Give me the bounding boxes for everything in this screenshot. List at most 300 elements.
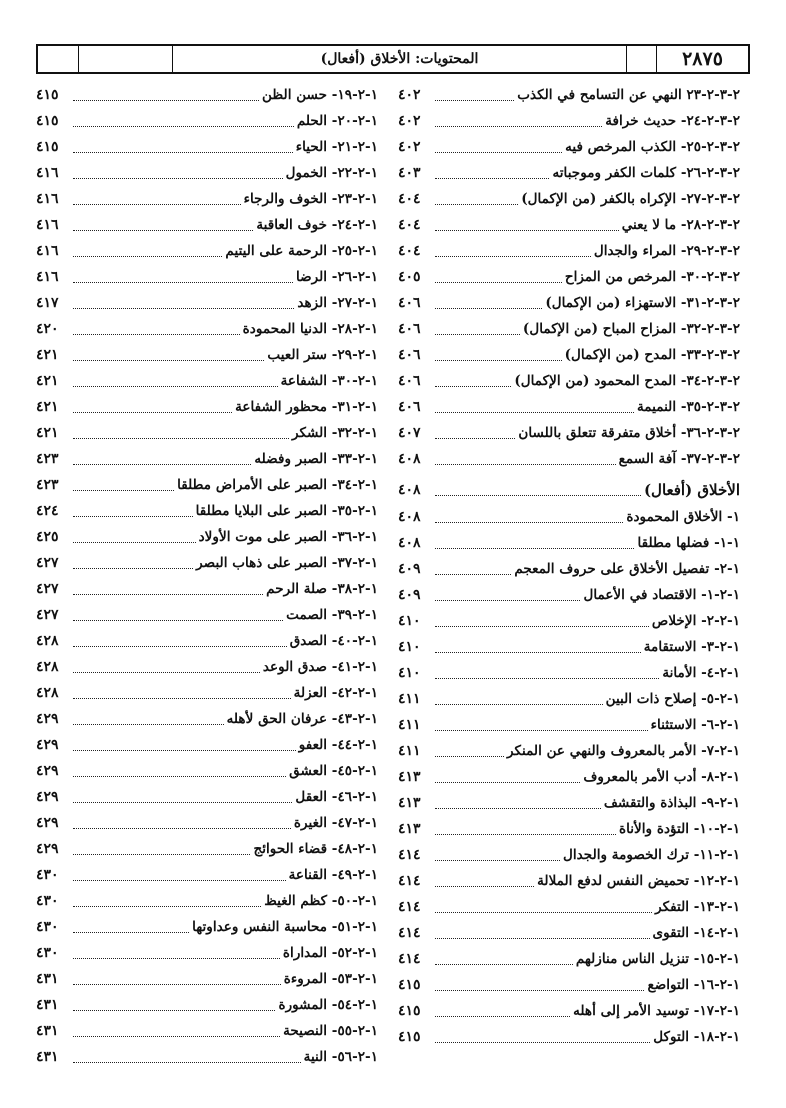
toc-entry-title: ٢-٣-٢-٢٨- ما لا يعني [621, 217, 740, 233]
dot-leader [73, 750, 296, 751]
toc-entry-page: ٤٠٦ [398, 321, 421, 337]
toc-entry-title: ١-٢-٩- البذاذة والتقشف [603, 795, 740, 811]
toc-entry [398, 764, 740, 790]
toc-entry-page: ٤٢٩ [36, 815, 59, 831]
toc-entry-page: ٤١٤ [398, 925, 421, 941]
toc-entry [398, 556, 740, 582]
toc-entry-title: ١-٢-١٩- حسن الظن [262, 87, 378, 103]
toc-entry [398, 894, 740, 920]
toc-entry [36, 550, 378, 576]
toc-entry-page: ٤٠٩ [398, 587, 421, 603]
toc-entry-page: ٤٠٣ [398, 165, 421, 181]
toc-entry-title: ١-٢-٥٠- كظم الغيظ [264, 893, 378, 909]
dot-leader [73, 100, 259, 101]
page-header [36, 44, 750, 74]
toc-column-right [398, 82, 740, 1050]
toc-entry-title: ١-٢-٥٤- المشورة [278, 997, 378, 1013]
toc-entry-page: ٤٢٨ [36, 685, 59, 701]
dot-leader [73, 542, 196, 543]
toc-entry-title: ١-٢-٣٣- الصبر وفضله [254, 451, 378, 467]
toc-entry-page: ٤١٤ [398, 951, 421, 967]
toc-entry [36, 628, 378, 654]
dot-leader [73, 204, 241, 205]
dot-leader [435, 938, 650, 939]
toc-entry [398, 868, 740, 894]
toc-entry-page: ٤٢١ [36, 399, 59, 415]
toc-entry-page: ٤٢٥ [36, 529, 59, 545]
header-cell-empty [78, 46, 172, 72]
dot-leader [73, 776, 286, 777]
dot-leader [435, 990, 644, 991]
toc-entry-page: ٤٢٣ [36, 451, 59, 467]
dot-leader [73, 724, 224, 725]
toc-entry [36, 420, 378, 446]
dot-leader [73, 412, 232, 413]
toc-entry-title: ١-٢-٤٦- العقل [295, 789, 378, 805]
toc-entry [398, 816, 740, 842]
toc-entry [36, 134, 378, 160]
dot-leader [435, 256, 591, 257]
dot-leader [435, 464, 616, 465]
dot-leader [73, 854, 250, 855]
toc-entry [398, 634, 740, 660]
toc-entry-page: ٤٠٤ [398, 217, 421, 233]
dot-leader [435, 912, 652, 913]
toc-entry-title: ٢-٣-٢-٢٤- حديث خرافة [605, 113, 740, 129]
toc-entry [398, 368, 740, 394]
toc-entry-page: ٤٣٠ [36, 945, 59, 961]
toc-entry [36, 498, 378, 524]
toc-entry-page: ٤٢٤ [36, 503, 59, 519]
toc-entry [36, 758, 378, 784]
dot-leader [73, 438, 289, 439]
toc-entry-title: ١-٢-١- الاقتصاد في الأعمال [583, 587, 740, 603]
dot-leader [73, 568, 193, 569]
toc-entry-page: ٤٣٠ [36, 893, 59, 909]
toc-entry-page: ٤٣٠ [36, 867, 59, 883]
header-title: المحتويات: الأخلاق (أفعال) [172, 46, 626, 72]
toc-entry-title: ١-١- فضلها مطلقا [637, 535, 740, 551]
toc-entry-title: ٢-٣-٢-٣١- الاستهزاء (من الإكمال) [545, 295, 740, 311]
toc-entry-title: ١-٢-١١- ترك الخصومة والجدال [563, 847, 740, 863]
dot-leader [73, 958, 280, 959]
toc-entry-title: ٢-٣-٢-٣٢- المزاح المباح (من الإكمال) [522, 321, 740, 337]
dot-leader [435, 1042, 650, 1043]
toc-entry-page: ٤١٥ [36, 113, 59, 129]
dot-leader [435, 282, 562, 283]
dot-leader [435, 886, 534, 887]
dot-leader [435, 386, 511, 387]
toc-entry-title: ١-٢-٤٠- الصدق [289, 633, 378, 649]
toc-entry-title: ١-٢-١٢- تحميض النفس لدفع الملالة [537, 873, 740, 889]
toc-entry-page: ٤٣١ [36, 971, 59, 987]
toc-entry [36, 732, 378, 758]
toc-entry-title: ١-٢-٢٦- الرضا [295, 269, 378, 285]
toc-entry-title: ١-٢-٦- الاستثناء [650, 717, 740, 733]
toc-entry-title: ١-٢-٤٤- العفو [298, 737, 378, 753]
dot-leader [73, 932, 189, 933]
toc-entry-title: ١-٢-٥٢- المداراة [282, 945, 378, 961]
toc-entry [36, 290, 378, 316]
dot-leader [435, 334, 520, 335]
toc-entry [36, 316, 378, 342]
toc-entry-title: ١-٢-٤٣- عرفان الحق لأهله [226, 711, 378, 727]
dot-leader [73, 828, 291, 829]
toc-entry-page: ٤١٦ [36, 269, 59, 285]
toc-entry [398, 738, 740, 764]
toc-entry-title: ٢-٣-٢-٢٧- الإكراه بالكفر (من الإكمال) [521, 191, 740, 207]
toc-entry-title: ١- الأخلاق المحمودة [626, 509, 740, 525]
dot-leader [435, 808, 601, 809]
toc-entry-title: ١-٢-٤٧- الغيرة [293, 815, 378, 831]
toc-entry-title: ١-٢-٣٩- الصمت [286, 607, 378, 623]
dot-leader [435, 626, 649, 627]
toc-entry [36, 368, 378, 394]
toc-entry [36, 992, 378, 1018]
toc-entry [36, 238, 378, 264]
toc-entry [36, 394, 378, 420]
toc-entry [398, 920, 740, 946]
toc-entry [398, 972, 740, 998]
dot-leader [73, 178, 283, 179]
toc-entry-page: ٤١٣ [398, 821, 421, 837]
toc-entry-page: ٤٠٤ [398, 243, 421, 259]
toc-entry-title: ١-٢-٢٣- الخوف والرجاء [243, 191, 378, 207]
toc-entry-title: ٢-٣-٢-٣٠- المرخص من المزاح [564, 269, 740, 285]
toc-entry-title: ١-٢-٢١- الحياء [295, 139, 378, 155]
toc-entry-title: ١-٢-٥٦- النية [303, 1049, 378, 1065]
dot-leader [73, 906, 261, 907]
dot-leader [73, 594, 263, 595]
toc-entry [36, 966, 378, 992]
toc-entry [36, 576, 378, 602]
toc-entry [36, 186, 378, 212]
toc-entry-title: ١-٢-٣٢- الشكر [292, 425, 378, 441]
toc-entry [36, 264, 378, 290]
toc-entry-title: ٢-٣-٢-٢٦- كلمات الكفر وموجباته [552, 165, 740, 181]
toc-entry-page: ٤١٠ [398, 665, 421, 681]
toc-entry-page: ٤٢٨ [36, 659, 59, 675]
toc-entry-page: ٤٣١ [36, 1049, 59, 1065]
toc-entry [36, 342, 378, 368]
toc-entry [36, 160, 378, 186]
toc-entry-title: ١-٢-٨- أدب الأمر بالمعروف [583, 769, 740, 785]
dot-leader [73, 984, 281, 985]
toc-entry-page: ٤٠٤ [398, 191, 421, 207]
dot-leader [435, 412, 634, 413]
toc-entry-page: ٤١٤ [398, 873, 421, 889]
toc-entry-page: ٤٢٧ [36, 607, 59, 623]
toc-entry-title: ١-٢-٢٠- الحلم [296, 113, 378, 129]
toc-entry [36, 706, 378, 732]
toc-entry [398, 998, 740, 1024]
toc-entry-page: ٤٢٩ [36, 737, 59, 753]
toc-entry [36, 836, 378, 862]
toc-entry-title: ١-٢-٥٣- المروءة [283, 971, 378, 987]
toc-entry-page: ٤٢١ [36, 373, 59, 389]
dot-leader [435, 495, 641, 496]
toc-entry-page: ٤١٠ [398, 639, 421, 655]
toc-entry-page: ٤٠٨ [398, 482, 421, 498]
toc-entry-title: ٢-٣-٢-٣٥- النميمة [636, 399, 740, 415]
toc-entry-title: ١-٢-١٠- التؤدة والأناة [618, 821, 740, 837]
dot-leader [435, 100, 514, 101]
dot-leader [73, 802, 292, 803]
toc-entry-page: ٤٠٢ [398, 113, 421, 129]
toc-entry-page: ٤٠٦ [398, 399, 421, 415]
toc-entry-title: ١-٢-٤٢- العزلة [293, 685, 378, 701]
toc-entry-title: ١-٢-٢٢- الخمول [285, 165, 378, 181]
toc-entry-title: ١-٢-٤٩- القناعة [288, 867, 378, 883]
toc-entry-page: ٤٢٧ [36, 581, 59, 597]
toc-entry [398, 238, 740, 264]
dot-leader [435, 438, 515, 439]
dot-leader [435, 308, 542, 309]
toc-entry [36, 654, 378, 680]
toc-entry-page: ٤١٤ [398, 899, 421, 915]
toc-entry-page: ٤١١ [398, 717, 421, 733]
page-number: ٢٨٧٥ [656, 46, 748, 72]
dot-leader [435, 756, 504, 757]
dot-leader [73, 1036, 280, 1037]
toc-entry-title: ٢-٣-٢-٢٥- الكذب المرخص فيه [565, 139, 740, 155]
toc-entry-page: ٤١٥ [398, 1003, 421, 1019]
toc-entry [36, 862, 378, 888]
toc-entry-title: ١-٢-١٦- التواضع [647, 977, 740, 993]
toc-entry-title: ١-٢-١٨- التوكل [653, 1029, 740, 1045]
toc-entry-page: ٤١٠ [398, 613, 421, 629]
toc-entry-page: ٤١٥ [398, 1029, 421, 1045]
toc-entry [36, 108, 378, 134]
dot-leader [73, 646, 287, 647]
dot-leader [73, 464, 251, 465]
toc-entry-title: ٢-٣-٢-٣٧- آفة السمع [618, 451, 740, 467]
toc-entry-title: ١-٢-٣٨- صلة الرحم [266, 581, 378, 597]
toc-entry-title: ١-٢-٣٧- الصبر على ذهاب البصر [196, 555, 378, 571]
toc-entry-title: ١-٢-٢٥- الرحمة على اليتيم [225, 243, 378, 259]
toc-entry [36, 524, 378, 550]
dot-leader [435, 126, 602, 127]
toc-entry-title: ١-٢-٤٨- قضاء الحوائج [253, 841, 378, 857]
toc-entry [398, 660, 740, 686]
toc-entry-page: ٤٠٦ [398, 347, 421, 363]
toc-entry-title: ١-٢-٢٨- الدنيا المحمودة [242, 321, 378, 337]
toc-entry-title: ١-٢-٤١- صدق الوعد [262, 659, 378, 675]
toc-entry-page: ٤٢١ [36, 347, 59, 363]
dot-leader [435, 1016, 570, 1017]
dot-leader [435, 782, 580, 783]
toc-entry-title: ١-٢-٥- إصلاح ذات البين [605, 691, 740, 707]
toc-entry [398, 316, 740, 342]
dot-leader [435, 730, 648, 731]
toc-entry-title: ١-٢-١٣- التفكر [655, 899, 740, 915]
toc-entry [36, 888, 378, 914]
dot-leader [435, 678, 659, 679]
toc-entry-title: ١-٢-٣- الاستقامة [643, 639, 740, 655]
toc-entry-page: ٤١٣ [398, 795, 421, 811]
toc-entry-page: ٤٠٧ [398, 425, 421, 441]
toc-entry [398, 686, 740, 712]
toc-entry [36, 602, 378, 628]
toc-entry-page: ٤٣٠ [36, 919, 59, 935]
toc-entry-page: ٤٠٢ [398, 87, 421, 103]
toc-entry-page: ٤٢٣ [36, 477, 59, 493]
toc-entry [398, 446, 740, 472]
dot-leader [73, 230, 253, 231]
header-cell-empty [626, 46, 656, 72]
dot-leader [435, 860, 560, 861]
toc-entry-title: الأخلاق (أفعال) [643, 481, 740, 499]
dot-leader [73, 1062, 301, 1063]
toc-entry-title: ١-٢-٣٥- الصبر على البلايا مطلقا [195, 503, 378, 519]
dot-leader [435, 704, 603, 705]
toc-entry-page: ٤٠٨ [398, 451, 421, 467]
dot-leader [73, 620, 283, 621]
dot-leader [435, 152, 562, 153]
toc-entry-page: ٤١١ [398, 691, 421, 707]
dot-leader [435, 600, 580, 601]
toc-entry [398, 160, 740, 186]
toc-entry-page: ٤١٦ [36, 165, 59, 181]
dot-leader [435, 230, 619, 231]
dot-leader [73, 308, 294, 309]
toc-entry-page: ٤٠٢ [398, 139, 421, 155]
toc-entry-page: ٤٢٩ [36, 789, 59, 805]
toc-entry [398, 582, 740, 608]
dot-leader [73, 360, 264, 361]
toc-entry-page: ٤٢٩ [36, 711, 59, 727]
toc-entry-title: ٢-٣-٢-٢٣ النهي عن التسامح في الكذب [517, 87, 740, 103]
toc-entry-page: ٤٠٩ [398, 561, 421, 577]
toc-entry-title: ١-٢-١٤- التقوى [652, 925, 740, 941]
dot-leader [435, 834, 616, 835]
toc-entry [398, 946, 740, 972]
dot-leader [73, 516, 193, 517]
toc-entry [398, 290, 740, 316]
toc-entry [398, 82, 740, 108]
toc-entry-title: ١-٢-١٧- توسيد الأمر إلى أهله [573, 1003, 740, 1019]
toc-entry [36, 212, 378, 238]
toc-entry [398, 420, 740, 446]
toc-entry [36, 446, 378, 472]
toc-entry [398, 342, 740, 368]
toc-entry-title: ١-٢-٢٩- ستر العيب [267, 347, 378, 363]
toc-entry-title: ١-٢-٣٠- الشفاعة [280, 373, 378, 389]
toc-entry-page: ٤١٧ [36, 295, 59, 311]
toc-entry-title: ١-٢-٣١- محظور الشفاعة [235, 399, 378, 415]
dot-leader [73, 386, 278, 387]
dot-leader [435, 360, 562, 361]
toc-entry [36, 82, 378, 108]
toc-entry-page: ٤٢٩ [36, 841, 59, 857]
toc-entry-page: ٤١٦ [36, 217, 59, 233]
toc-entry-page: ٤١٤ [398, 847, 421, 863]
dot-leader [73, 256, 222, 257]
dot-leader [73, 126, 294, 127]
toc-entry [398, 1024, 740, 1050]
toc-column-left [36, 82, 378, 1070]
toc-entry-title: ٢-٣-٢-٣٤- المدح المحمود (من الإكمال) [514, 373, 740, 389]
toc-entry-page: ٤٣١ [36, 1023, 59, 1039]
dot-leader [435, 204, 518, 205]
toc-entry-title: ١-٢-٥١- محاسبة النفس وعداوتها [192, 919, 378, 935]
header-cell-empty [38, 46, 78, 72]
dot-leader [73, 698, 291, 699]
toc-entry-page: ٤١٥ [398, 977, 421, 993]
dot-leader [435, 178, 549, 179]
toc-entry-title: ١-٢-٢- الإخلاص [651, 613, 740, 629]
toc-entry-page: ٤٠٨ [398, 535, 421, 551]
toc-section-heading [398, 476, 740, 504]
toc-entry-title: ١-٢-١٥- تنزيل الناس منازلهم [575, 951, 740, 967]
toc-entry-title: ٢-٣-٢-٣٣- المدح (من الإكمال) [564, 347, 740, 363]
toc-entry-page: ٤١٥ [36, 139, 59, 155]
toc-entry [398, 264, 740, 290]
toc-entry-page: ٤١٣ [398, 769, 421, 785]
toc-entry [398, 212, 740, 238]
toc-entry [398, 186, 740, 212]
toc-entry [36, 810, 378, 836]
dot-leader [73, 880, 286, 881]
toc-entry-title: ١-٢-٧- الأمر بالمعروف والنهي عن المنكر [506, 743, 740, 759]
dot-leader [435, 964, 573, 965]
toc-entry [36, 914, 378, 940]
dot-leader [435, 652, 641, 653]
toc-entry-page: ٤٠٦ [398, 295, 421, 311]
toc-entry-page: ٤٢١ [36, 425, 59, 441]
dot-leader [73, 282, 293, 283]
dot-leader [73, 672, 260, 673]
toc-entry [398, 530, 740, 556]
toc-entry-title: ١-٢- تفصيل الأخلاق على حروف المعجم [514, 561, 740, 577]
dot-leader [73, 152, 293, 153]
toc-entry-page: ٤١٦ [36, 243, 59, 259]
toc-entry-title: ٢-٣-٢-٣٦- أخلاق متفرقة تتعلق باللسان [518, 425, 740, 441]
toc-entry [36, 472, 378, 498]
toc-entry-page: ٤٠٥ [398, 269, 421, 285]
toc-entry-page: ٤٢٩ [36, 763, 59, 779]
dot-leader [73, 490, 174, 491]
toc-entry [398, 842, 740, 868]
toc-entry-title: ١-٢-٣٤- الصبر على الأمراض مطلقا [177, 477, 378, 493]
toc-entry [398, 394, 740, 420]
dot-leader [435, 548, 634, 549]
toc-entry [36, 1018, 378, 1044]
toc-entry-title: ٢-٣-٢-٢٩- المراء والجدال [593, 243, 740, 259]
toc-entry-page: ٤٢٠ [36, 321, 59, 337]
toc-entry-page: ٤١٥ [36, 87, 59, 103]
toc-entry [36, 1044, 378, 1070]
toc-entry-page: ٤١٦ [36, 191, 59, 207]
toc-entry [398, 108, 740, 134]
toc-entry-title: ١-٢-٢٧- الزهد [297, 295, 378, 311]
toc-entry [36, 784, 378, 810]
toc-entry [36, 680, 378, 706]
toc-entry-page: ٤٢٧ [36, 555, 59, 571]
toc-entry [398, 504, 740, 530]
toc-entry-title: ١-٢-٣٦- الصبر على موت الأولاد [198, 529, 378, 545]
toc-entry [398, 790, 740, 816]
toc-entry [36, 940, 378, 966]
toc-entry-page: ٤٠٦ [398, 373, 421, 389]
toc-entry-page: ٤٢٨ [36, 633, 59, 649]
toc-entry-title: ١-٢-٤٥- العشق [289, 763, 378, 779]
toc-entry-title: ١-٢-٥٥- النصيحة [283, 1023, 378, 1039]
toc-entry-page: ٤١١ [398, 743, 421, 759]
dot-leader [435, 574, 511, 575]
dot-leader [73, 334, 240, 335]
toc-entry [398, 134, 740, 160]
